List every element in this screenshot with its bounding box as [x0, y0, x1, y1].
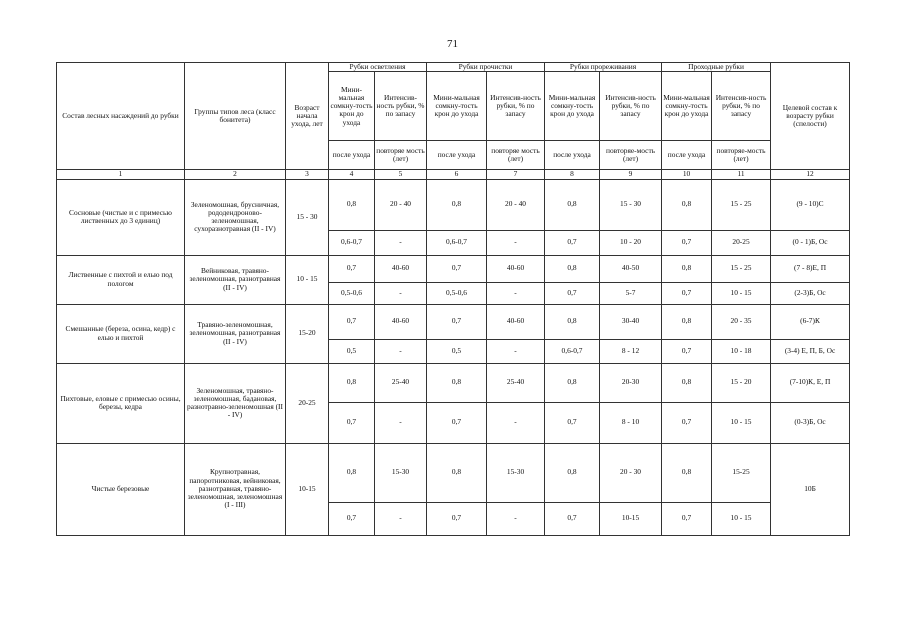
value-cell: 20 - 40 — [487, 179, 545, 230]
value-cell: 0,6-0,7 — [427, 230, 487, 255]
composition-cell: Смешанные (береза, осина, кедр) с елью и пихтой — [57, 304, 185, 363]
value-cell: 0,8 — [427, 363, 487, 402]
column-numbers-row — [57, 170, 850, 179]
header-repeat: повторяе-мость (лет) — [600, 141, 662, 170]
header-row-groups — [57, 63, 850, 72]
value-cell: 0,7 — [329, 402, 375, 443]
value-cell: 10 - 15 — [712, 402, 771, 443]
value-cell: 0,8 — [545, 443, 600, 502]
value-cell: 0,8 — [329, 179, 375, 230]
header-after-care: после ухода — [545, 141, 600, 170]
header-min-density: Мини-мальная сомкну-тость крон до ухода — [545, 72, 600, 141]
column-number: 12 — [771, 170, 850, 179]
value-cell: 25-40 — [375, 363, 427, 402]
value-cell: 0,8 — [427, 443, 487, 502]
value-cell: 0,6-0,7 — [329, 230, 375, 255]
forest-type-cell: Вейниковая, травяно-зеленомошная, разнотравная (II - IV) — [185, 255, 286, 304]
value-cell: 0,7 — [545, 282, 600, 304]
value-cell: 30-40 — [600, 304, 662, 339]
column-number: 7 — [487, 170, 545, 179]
value-cell: 15-30 — [375, 443, 427, 502]
value-cell: 0,7 — [329, 255, 375, 282]
value-cell: 0,7 — [427, 255, 487, 282]
table-row — [57, 255, 850, 282]
composition-cell: Пихтовые, еловые с примесью осины, березы, кедра — [57, 363, 185, 443]
value-cell: 10 - 20 — [600, 230, 662, 255]
value-cell: 5-7 — [600, 282, 662, 304]
thinning-standards-table — [56, 62, 850, 536]
value-cell: 0,7 — [427, 304, 487, 339]
age-cell: 10-15 — [286, 443, 329, 535]
value-cell: 0,7 — [545, 230, 600, 255]
column-number: 1 — [57, 170, 185, 179]
header-age: Возраст начала ухода, лет — [286, 63, 329, 170]
value-cell: 0,7 — [329, 304, 375, 339]
value-cell: 0,8 — [329, 363, 375, 402]
value-cell: 20 - 35 — [712, 304, 771, 339]
value-cell: 0,8 — [329, 443, 375, 502]
value-cell: 0,8 — [662, 179, 712, 230]
header-after-care: после ухода — [662, 141, 712, 170]
header-forest-type: Группы типов леса (класс бонитета) — [185, 63, 286, 170]
value-cell: - — [487, 402, 545, 443]
composition-cell: Лиственные с пихтой и елью под пологом — [57, 255, 185, 304]
value-cell: - — [487, 230, 545, 255]
column-number: 5 — [375, 170, 427, 179]
table-row — [57, 304, 850, 339]
forest-type-cell: Крупнотравная, папоротниковая, вейниковая, разнотравная, травяно-зеленомошная, зеленомошная (I - III) — [185, 443, 286, 535]
value-cell: - — [375, 502, 427, 535]
forest-type-cell: Зеленомошная, брусничная, рододендроново-зеленомошная, сухоразнотравная (II - IV) — [185, 179, 286, 255]
value-cell: 0,7 — [545, 402, 600, 443]
value-cell: 0,7 — [662, 282, 712, 304]
header-target-composition: Целевой состав к возрасту рубки (спелости) — [771, 63, 850, 170]
value-cell: - — [375, 230, 427, 255]
header-repeat: повторяе-мость (лет) — [712, 141, 771, 170]
value-cell: - — [375, 402, 427, 443]
value-cell: 8 - 12 — [600, 339, 662, 363]
value-cell: 0,7 — [662, 402, 712, 443]
value-cell: 15 - 25 — [712, 255, 771, 282]
value-cell: 10 - 15 — [712, 282, 771, 304]
value-cell: 0,7 — [427, 502, 487, 535]
header-min-density: Мини-мальная сомкну-тость крон до ухода — [329, 72, 375, 141]
target-cell: (7 - 8)Е, П — [771, 255, 850, 282]
value-cell: 0,5-0,6 — [329, 282, 375, 304]
value-cell: 0,8 — [662, 255, 712, 282]
page-number: 71 — [447, 38, 458, 50]
value-cell: 20 - 40 — [375, 179, 427, 230]
forest-type-cell: Зеленомошная, травяно-зеленомошная, бадановая, разнотравно-зеленомошная (II - IV) — [185, 363, 286, 443]
target-cell: 10Б — [771, 443, 850, 535]
column-number: 9 — [600, 170, 662, 179]
value-cell: - — [487, 502, 545, 535]
value-cell: 15-25 — [712, 443, 771, 502]
value-cell: 0,5-0,6 — [427, 282, 487, 304]
value-cell: 15-30 — [487, 443, 545, 502]
value-cell: 0,7 — [427, 402, 487, 443]
value-cell: 20-30 — [600, 363, 662, 402]
value-cell: 0,7 — [662, 339, 712, 363]
header-group-prorezhivanie: Рубки прореживания — [545, 63, 662, 72]
value-cell: 10-15 — [600, 502, 662, 535]
column-number: 10 — [662, 170, 712, 179]
value-cell: 0,7 — [662, 502, 712, 535]
age-cell: 15-20 — [286, 304, 329, 363]
value-cell: 0,6-0,7 — [545, 339, 600, 363]
value-cell: 10 - 15 — [712, 502, 771, 535]
table-row — [57, 179, 850, 230]
value-cell: 0,7 — [662, 230, 712, 255]
composition-cell: Сосновые (чистые и с примесью лиственных до 3 единиц) — [57, 179, 185, 255]
header-group-osvetlenie: Рубки осветления — [329, 63, 427, 72]
value-cell: 15 - 30 — [600, 179, 662, 230]
header-group-prokhodnye: Проходные рубки — [662, 63, 771, 72]
value-cell: 40-60 — [375, 304, 427, 339]
age-cell: 10 - 15 — [286, 255, 329, 304]
value-cell: 15 - 20 — [712, 363, 771, 402]
value-cell: 8 - 10 — [600, 402, 662, 443]
value-cell: 0,8 — [662, 304, 712, 339]
age-cell: 15 - 30 — [286, 179, 329, 255]
target-cell: (0-3)Б, Ос — [771, 402, 850, 443]
header-intensity: Интенсив-ность рубки, % по запасу — [712, 72, 771, 141]
header-intensity: Интенсив-ность рубки, % по запасу — [487, 72, 545, 141]
header-composition: Состав лесных насаждений до рубки — [57, 63, 185, 170]
target-cell: (2-3)Б, Ос — [771, 282, 850, 304]
value-cell: 0,7 — [545, 502, 600, 535]
column-number: 11 — [712, 170, 771, 179]
value-cell: - — [375, 339, 427, 363]
value-cell: - — [487, 282, 545, 304]
value-cell: - — [487, 339, 545, 363]
value-cell: 0,8 — [545, 179, 600, 230]
value-cell: 15 - 25 — [712, 179, 771, 230]
value-cell: 0,8 — [545, 363, 600, 402]
target-cell: (7-10)К, Е, П — [771, 363, 850, 402]
value-cell: 0,8 — [545, 304, 600, 339]
value-cell: 40-50 — [600, 255, 662, 282]
value-cell: 0,8 — [662, 363, 712, 402]
column-number: 8 — [545, 170, 600, 179]
target-cell: (3-4) Е, П, Б, Ос — [771, 339, 850, 363]
value-cell: 0,7 — [329, 502, 375, 535]
header-min-density: Мини-мальная сомкну-тость крон до ухода — [662, 72, 712, 141]
value-cell: 0,5 — [329, 339, 375, 363]
target-cell: (6-7)К — [771, 304, 850, 339]
value-cell: 0,8 — [427, 179, 487, 230]
table-row — [57, 363, 850, 402]
header-intensity: Интенсив-ность рубки, % по запасу — [600, 72, 662, 141]
value-cell: - — [375, 282, 427, 304]
header-after-care: после ухода — [427, 141, 487, 170]
age-cell: 20-25 — [286, 363, 329, 443]
column-number: 2 — [185, 170, 286, 179]
value-cell: 0,8 — [545, 255, 600, 282]
column-number: 4 — [329, 170, 375, 179]
value-cell: 40-60 — [487, 255, 545, 282]
table-row — [57, 443, 850, 502]
value-cell: 20-25 — [712, 230, 771, 255]
value-cell: 0,8 — [662, 443, 712, 502]
composition-cell: Чистые березовые — [57, 443, 185, 535]
column-number: 3 — [286, 170, 329, 179]
header-repeat: повторяе мость (лет) — [375, 141, 427, 170]
header-after-care: после ухода — [329, 141, 375, 170]
value-cell: 40-60 — [375, 255, 427, 282]
value-cell: 10 - 18 — [712, 339, 771, 363]
value-cell: 25-40 — [487, 363, 545, 402]
header-min-density: Мини-мальная сомкну-тость крон до ухода — [427, 72, 487, 141]
forest-type-cell: Травяно-зеленомошная, зеленомошная, разнотравная (II - IV) — [185, 304, 286, 363]
header-intensity: Интенсив-ность рубки, % по запасу — [375, 72, 427, 141]
target-cell: (9 - 10)С — [771, 179, 850, 230]
value-cell: 0,5 — [427, 339, 487, 363]
value-cell: 20 - 30 — [600, 443, 662, 502]
header-group-prochistka: Рубки прочистки — [427, 63, 545, 72]
target-cell: (0 - 1)Б, Ос — [771, 230, 850, 255]
value-cell: 40-60 — [487, 304, 545, 339]
column-number: 6 — [427, 170, 487, 179]
header-repeat: повторяе мость (лет) — [487, 141, 545, 170]
